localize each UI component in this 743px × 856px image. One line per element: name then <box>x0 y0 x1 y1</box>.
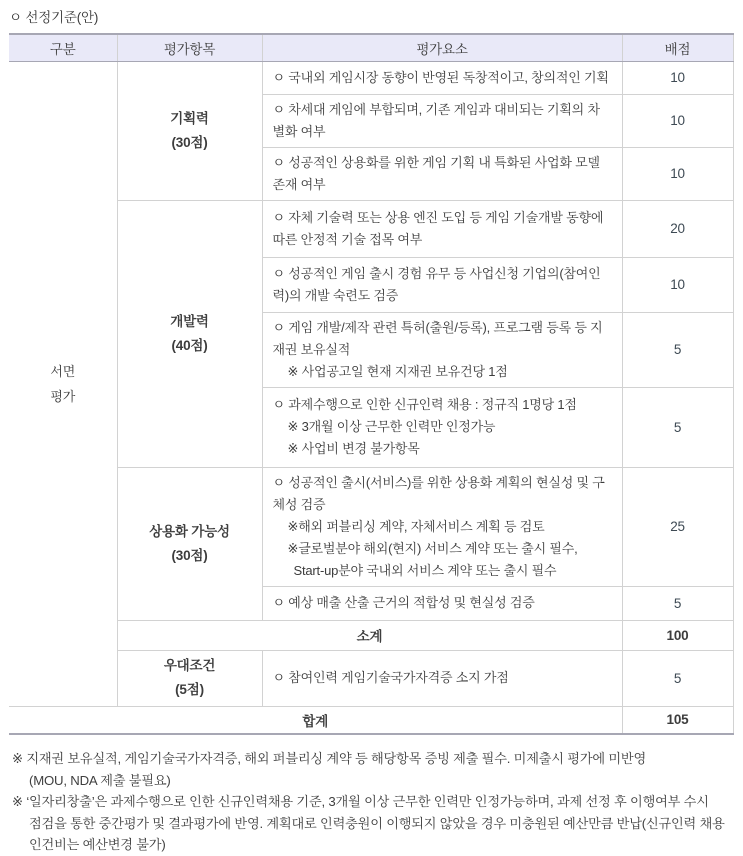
eval-note-line: ※글로벌분야 해외(현지) 서비스 계약 또는 출시 필수, <box>287 540 578 556</box>
eval-element-cell <box>262 312 622 387</box>
total-row <box>9 706 733 734</box>
eval-line: ㅇ 차세대 게임에 부합되며, 기존 게임과 대비되는 기획의 차 <box>272 101 600 117</box>
footnote-line: ※ ‘일자리창출’은 과제수행으로 인한 신규인력채용 기준, 3개월 이상 근무한 인력만 인정가능하며, 과제 선정 후 이행여부 수시 <box>12 794 709 809</box>
eval-line: ㅇ 성공적인 게임 출시 경험 유무 등 사업신청 기업의(참여인 <box>272 265 601 281</box>
eval-note-line: ※ 3개월 이상 근무한 인력만 인정가능 <box>287 419 496 434</box>
footnote-2 <box>12 791 734 856</box>
score-cell: 10 <box>622 94 733 147</box>
eval-element-cell <box>262 586 622 620</box>
eval-line: ㅇ 성공적인 출시(서비스)를 위한 상용화 계획의 현실성 및 구 <box>272 474 605 490</box>
eval-line: 체성 검증 <box>272 496 326 512</box>
eval-element-cell <box>262 61 622 94</box>
table-row <box>9 467 733 586</box>
footnotes <box>9 748 734 856</box>
eval-line: 별화 여부 <box>272 123 326 139</box>
table-row <box>9 61 733 94</box>
item-points: (5점) <box>175 682 204 697</box>
score-cell: 5 <box>622 387 733 467</box>
eval-line: ㅇ 과제수행으로 인한 신규인력 채용 : 정규직 1명당 1점 <box>272 397 577 412</box>
eval-line: ㅇ 자체 기술력 또는 상용 엔진 도입 등 게임 기술개발 동향에 <box>272 209 604 225</box>
eval-element-cell <box>262 147 622 200</box>
item-points: (30점) <box>171 134 208 150</box>
table-header-row <box>9 34 733 61</box>
category-cell-written-evaluation <box>9 61 117 706</box>
item-cell-development <box>117 200 262 467</box>
eval-line: ㅇ 참여인력 게임기술국가자격증 소지 가점 <box>272 670 509 685</box>
header-points: 배점 <box>622 34 733 61</box>
eval-line: ㅇ 예상 매출 산출 근거의 적합성 및 현실성 검증 <box>272 595 535 610</box>
header-item: 평가항목 <box>117 34 262 61</box>
eval-note-line: ※해외 퍼블리싱 계약, 자체서비스 계획 등 검토 <box>287 518 545 534</box>
table-row <box>9 200 733 257</box>
item-name: 상용화 가능성 <box>149 523 230 539</box>
score-cell: 5 <box>622 312 733 387</box>
table-row <box>9 650 733 706</box>
item-cell-preference <box>117 650 262 706</box>
eval-note-line: Start-up분야 국내외 서비스 계약 또는 출시 필수 <box>293 562 557 578</box>
eval-element-cell <box>262 257 622 312</box>
footnote-line: ※ 지재권 보유실적, 게임기술국가자격증, 해외 퍼블리싱 계약 등 해당항목 증빙 제출 필수. 미제출시 평가에 미반영 <box>12 751 646 766</box>
eval-note-line: ※ 사업공고일 현재 지재권 보유건당 1점 <box>287 363 508 379</box>
eval-element-cell <box>262 94 622 147</box>
score-cell: 10 <box>622 257 733 312</box>
category-line: 서면 <box>50 363 76 379</box>
item-cell-planning <box>117 61 262 200</box>
total-label: 합계 <box>9 706 622 734</box>
footnote-1 <box>12 748 734 791</box>
eval-element-cell <box>262 200 622 257</box>
subtotal-label: 소계 <box>117 620 622 650</box>
eval-element-cell <box>262 387 622 467</box>
header-element: 평가요소 <box>262 34 622 61</box>
eval-element-cell <box>262 467 622 586</box>
header-category: 구분 <box>9 34 117 61</box>
item-points: (30점) <box>171 547 208 563</box>
footnote-line: 인건비는 예산변경 불가) <box>29 837 166 852</box>
subtotal-score: 100 <box>622 620 733 650</box>
item-name: 우대조건 <box>163 658 216 673</box>
item-points: (40점) <box>171 337 208 353</box>
eval-line: ㅇ 성공적인 상용화를 위한 게임 기획 내 특화된 사업화 모델 <box>272 154 600 170</box>
item-name: 개발력 <box>170 313 209 329</box>
score-cell: 10 <box>622 147 733 200</box>
total-score: 105 <box>622 706 733 734</box>
score-cell: 20 <box>622 200 733 257</box>
eval-line: 존재 여부 <box>272 176 326 192</box>
footnote-line: (MOU, NDA 제출 불필요) <box>29 772 171 788</box>
eval-note-line: ※ 사업비 변경 불가항목 <box>287 441 420 456</box>
item-name: 기획력 <box>170 110 209 126</box>
evaluation-criteria-table <box>9 33 734 735</box>
eval-line: 력)의 개발 숙련도 검증 <box>272 287 399 303</box>
subtotal-row <box>9 620 733 650</box>
eval-line: ㅇ 게임 개발/제작 관련 특허(출원/등록), 프로그램 등록 등 지 <box>272 319 603 335</box>
category-line: 평가 <box>50 388 76 404</box>
eval-line: 따른 안정적 기술 접목 여부 <box>272 231 423 247</box>
score-cell: 5 <box>622 650 733 706</box>
footnote-line: 점검을 통한 중간평가 및 결과평가에 반영. 계획대로 인력충원이 이행되지 않았을 경우 미충원된 예산만큼 반납(신규인력 채용 <box>29 815 725 831</box>
eval-element-cell <box>262 650 622 706</box>
document-page <box>9 6 734 856</box>
score-cell: 5 <box>622 586 733 620</box>
item-cell-commercialization <box>117 467 262 620</box>
eval-line: ㅇ 국내외 게임시장 동향이 반영된 독창적이고, 창의적인 기획 <box>272 69 609 85</box>
score-cell: 10 <box>622 61 733 94</box>
page-title: ㅇ 선정기준(안) <box>9 10 99 25</box>
score-cell: 25 <box>622 467 733 586</box>
eval-line: 재권 보유실적 <box>272 341 351 357</box>
